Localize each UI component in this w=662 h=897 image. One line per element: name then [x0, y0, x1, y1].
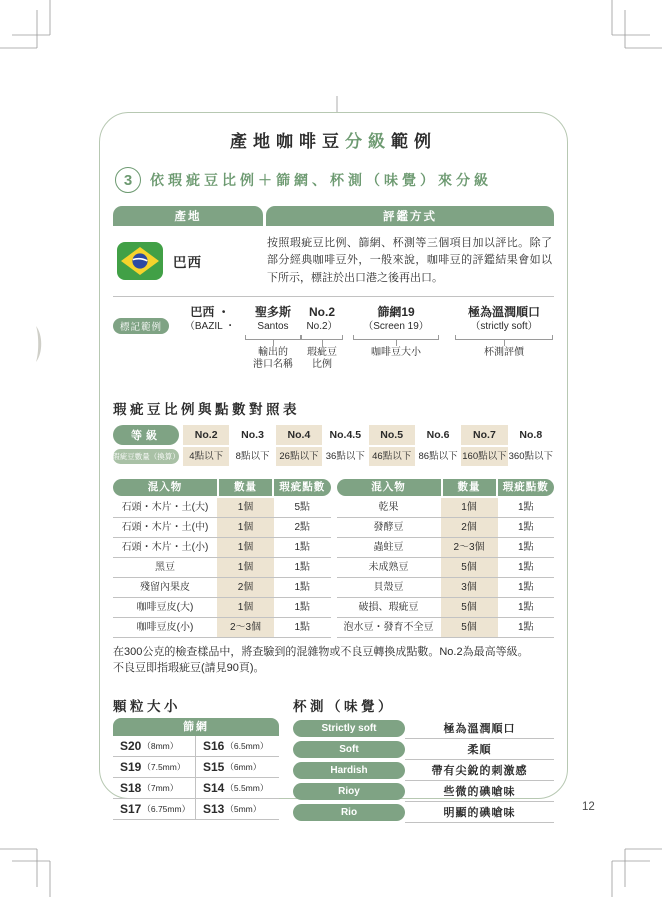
mixin-name: 石頭・木片・土(大) — [121, 502, 209, 514]
cupping-title: 杯測（味覺） — [293, 699, 395, 715]
marking-group-defect-ratio — [301, 305, 343, 371]
mixin-table-left — [113, 479, 331, 638]
grade-cell: No.5 — [369, 425, 415, 445]
sieve-cell — [196, 757, 279, 777]
bracket-tick — [273, 340, 274, 346]
table-row — [293, 802, 554, 823]
table-row — [337, 618, 555, 638]
marking-label — [455, 347, 553, 359]
table-row — [337, 518, 555, 538]
mixin-points: 1點 — [294, 602, 311, 614]
mixin-points: 1點 — [294, 562, 311, 574]
grade-table-title: 瑕疵豆比例與點數對照表 — [113, 402, 300, 418]
marking-top-text: 極為溫潤順口 — [467, 305, 540, 320]
mixin-qty: 1個 — [217, 498, 274, 517]
mixin-header-points: 瑕疵點數 — [498, 479, 555, 496]
marking-label-line: 咖啡豆大小 — [371, 347, 421, 359]
table-row — [337, 598, 555, 618]
mixin-qty: 1個 — [217, 518, 274, 537]
marking-group-cupping — [455, 305, 553, 371]
table-row — [337, 558, 555, 578]
sieve-cell — [196, 778, 279, 798]
table-row — [293, 760, 554, 781]
marking-label-line: 輸出的 — [258, 347, 288, 359]
table-row — [113, 498, 331, 518]
mixin-points: 1點 — [517, 542, 534, 554]
points-cell: 26點以下 — [276, 447, 322, 466]
mixin-points: 1點 — [294, 582, 311, 594]
marking-label-line: 瑕疵豆 — [307, 347, 337, 359]
sieve-rows — [113, 736, 279, 820]
marking-label-line: 杯測評價 — [484, 347, 524, 359]
sieve-code: S17 — [120, 802, 142, 817]
mixin-points: 1點 — [517, 502, 534, 514]
table-row — [113, 558, 331, 578]
mixin-table-rows — [113, 498, 331, 638]
sieve-cell — [113, 799, 196, 819]
cupping-rows — [293, 718, 554, 823]
cupping-grade-pill: Strictly soft — [293, 720, 405, 737]
sieve-size: （5.5mm） — [225, 783, 269, 794]
marking-top-text: 篩網19 — [377, 305, 415, 320]
mixin-table-header — [337, 479, 555, 496]
points-row-label: 瑕疵豆數量（換算） — [113, 449, 179, 464]
mixin-qty: 5個 — [441, 618, 498, 637]
mixin-name: 貝殼豆 — [373, 582, 404, 594]
marking-example — [113, 305, 554, 371]
mixin-header-name: 混入物 — [337, 479, 441, 496]
mixin-name: 泡水豆・發育不全豆 — [343, 622, 434, 634]
grain-size-block — [113, 695, 279, 823]
mixin-qty: 5個 — [441, 598, 498, 617]
table-row — [337, 538, 555, 558]
sieve-code: S15 — [203, 760, 225, 775]
sieve-size: （6.75mm） — [142, 804, 191, 815]
mixin-name: 蟲蛀豆 — [373, 542, 404, 554]
marking-top-text: 聖多斯 — [254, 305, 291, 320]
marking-bottom-text: No.2） — [306, 321, 338, 333]
points-cells — [183, 447, 554, 466]
mixin-points: 1點 — [517, 582, 534, 594]
marking-group-country — [175, 305, 245, 371]
grade-row — [113, 425, 554, 445]
origin-table — [113, 206, 554, 297]
sieve-cell — [113, 778, 196, 798]
grade-cell: No.3 — [241, 429, 264, 442]
origin-table-header — [113, 206, 554, 226]
table-row — [113, 778, 279, 799]
cupping-block — [293, 695, 554, 823]
mixin-tables — [113, 479, 554, 638]
marking-group-port — [245, 305, 301, 371]
table-row — [113, 598, 331, 618]
marking-top-text: No.2 — [308, 305, 335, 320]
table-row — [293, 718, 554, 739]
marking-bottom-text: （BAZIL ・ — [184, 321, 236, 333]
brazil-flag-icon — [117, 242, 163, 280]
grade-cell: No.7 — [461, 425, 507, 445]
sieve-header: 篩網 — [113, 718, 279, 736]
cupping-description: 些微的碘嗆味 — [405, 781, 554, 802]
marking-bottom-text: Santos — [257, 321, 289, 333]
mixin-header-qty: 數量 — [217, 479, 274, 496]
mixin-table-right — [337, 479, 555, 638]
section-heading-text: 依瑕疵豆比例＋篩網、杯測（味覺）來分級 — [150, 172, 492, 188]
mixin-header-name: 混入物 — [113, 479, 217, 496]
sieve-code: S16 — [203, 739, 225, 754]
table-row — [113, 799, 279, 820]
mixin-points: 2點 — [294, 522, 311, 534]
cupping-description: 柔順 — [405, 739, 554, 760]
origin-table-row — [113, 226, 554, 297]
mixin-qty: 1個 — [217, 598, 274, 617]
section-heading — [113, 167, 554, 193]
mixin-qty: 1個 — [217, 538, 274, 557]
note-line: 不良豆即指瑕疵豆(請見90頁)。 — [113, 662, 265, 675]
origin-name: 巴西 — [173, 254, 202, 270]
mixin-points: 1點 — [294, 622, 311, 634]
marking-label — [301, 347, 343, 371]
points-cell: 86點以下 — [418, 451, 458, 463]
mixin-points: 1點 — [517, 622, 534, 634]
method-column-header: 評鑑方式 — [266, 206, 554, 226]
bracket-tick — [396, 340, 397, 346]
points-cell: 8點以下 — [235, 451, 270, 463]
mixin-points: 1點 — [517, 522, 534, 534]
mixin-header-qty: 數量 — [441, 479, 498, 496]
sieve-size: （6.5mm） — [225, 741, 269, 752]
marking-label — [245, 347, 301, 371]
section-number-badge: 3 — [115, 167, 141, 193]
origin-column-header: 產地 — [113, 206, 263, 226]
origin-cell — [113, 234, 263, 287]
mixin-table-rows — [337, 498, 555, 638]
grade-cells — [183, 425, 554, 445]
mixin-points: 5點 — [294, 502, 311, 514]
grade-cell: No.8 — [519, 429, 543, 442]
page-number: 12 — [582, 801, 595, 813]
table-row — [113, 578, 331, 598]
marking-label-line: 比例 — [312, 359, 332, 371]
page-title-highlight: 分級 — [345, 132, 391, 151]
marking-bottom-text: （Screen 19） — [363, 321, 429, 333]
cupping-grade-pill: Hardish — [293, 762, 405, 779]
content-card — [99, 112, 568, 820]
page-title-part1: 產地咖啡豆 — [230, 132, 345, 151]
cupping-description: 帶有尖銳的刺激感 — [405, 760, 554, 781]
mixin-name: 乾果 — [378, 502, 399, 514]
mixin-name: 殘留內果皮 — [140, 582, 190, 594]
grade-table — [113, 425, 554, 466]
sieve-cell — [113, 736, 196, 756]
sieve-code: S19 — [120, 760, 142, 775]
mixin-points: 1點 — [294, 542, 311, 554]
sieve-size: （6mm） — [225, 762, 262, 773]
table-row — [113, 518, 331, 538]
mixin-name: 破損、瑕疵豆 — [358, 602, 419, 614]
mixin-qty: 1個 — [441, 498, 498, 517]
table-row — [113, 618, 331, 638]
mixin-name: 咖啡豆皮(小) — [136, 622, 194, 634]
points-cell: 360點以下 — [508, 451, 553, 463]
grade-cell: No.4 — [276, 425, 322, 445]
mixin-points: 1點 — [517, 602, 534, 614]
sieve-size: （7mm） — [142, 783, 179, 794]
mixin-qty: 2～3個 — [441, 538, 498, 557]
mixin-name: 黑豆 — [155, 562, 175, 574]
table-row — [337, 498, 555, 518]
table-row — [113, 736, 279, 757]
cupping-grade-pill: Soft — [293, 741, 405, 758]
table-row — [293, 739, 554, 760]
mixin-name: 發酵豆 — [373, 522, 404, 534]
mixin-table-header — [113, 479, 331, 496]
grade-row-label: 等級 — [113, 425, 179, 445]
points-cell: 4點以下 — [183, 447, 229, 466]
bracket-tick — [504, 340, 505, 346]
marking-example-badge: 標記範例 — [113, 318, 169, 334]
mixin-qty: 2個 — [441, 518, 498, 537]
sieve-code: S20 — [120, 739, 142, 754]
bottom-section — [113, 695, 554, 823]
sieve-size: （8mm） — [142, 741, 179, 752]
cupping-grade-pill: Rioy — [293, 783, 405, 800]
evaluation-description: 按照瑕疵豆比例、篩網、杯測等三個項目加以評比。除了部分經典咖啡豆外，一般來說，咖啡豆的評鑑結果會如以下所示，標註於出口港之後再出口。 — [267, 237, 552, 284]
grade-cell: No.2 — [183, 425, 229, 445]
sieve-code: S18 — [120, 781, 142, 796]
page-title-part2: 範例 — [391, 132, 437, 151]
marking-label-line: 港口名稱 — [253, 359, 293, 371]
sieve-cell — [196, 736, 279, 756]
mixin-header-points: 瑕疵點數 — [274, 479, 331, 496]
page-title — [113, 127, 554, 152]
mixin-qty: 5個 — [441, 558, 498, 577]
table-row — [113, 757, 279, 778]
note-line: 在300公克的檢查樣品中，將查驗到的混雜物或不良豆轉換成點數。No.2為最高等級。 — [113, 646, 529, 659]
mixin-name: 石頭・木片・土(中) — [121, 522, 209, 534]
grain-size-title: 顆粒大小 — [113, 699, 181, 715]
sieve-code: S14 — [203, 781, 225, 796]
marking-bottom-text: （strictly soft） — [470, 321, 538, 333]
mixin-qty: 2～3個 — [217, 618, 274, 637]
table-row — [113, 538, 331, 558]
marking-example-diagram — [175, 305, 553, 371]
mixin-qty: 2個 — [217, 578, 274, 597]
sieve-code: S13 — [203, 802, 225, 817]
table-row — [293, 781, 554, 802]
mixin-name: 石頭・木片・土(小) — [121, 542, 209, 554]
marking-label — [353, 347, 439, 359]
note — [113, 644, 554, 676]
points-row — [113, 447, 554, 466]
sieve-size: （7.5mm） — [142, 762, 186, 773]
bracket-tick — [322, 340, 323, 346]
binding-mark — [33, 324, 45, 364]
mixin-name: 未成熟豆 — [368, 562, 409, 574]
grade-cell: No.6 — [426, 429, 450, 442]
mixin-name: 咖啡豆皮(大) — [136, 602, 194, 614]
grade-cell: No.4.5 — [329, 429, 362, 442]
sieve-cell — [196, 799, 279, 819]
mixin-qty: 3個 — [441, 578, 498, 597]
sieve-cell — [113, 757, 196, 777]
cupping-grade-pill: Rio — [293, 804, 405, 821]
sieve-size: （5mm） — [225, 804, 262, 815]
marking-top-text: 巴西 ・ — [190, 305, 230, 320]
mixin-points: 1點 — [517, 562, 534, 574]
points-cell: 46點以下 — [369, 447, 415, 466]
points-cell: 36點以下 — [325, 451, 365, 463]
cupping-description: 極為溫潤順口 — [405, 718, 554, 739]
marking-group-screen — [353, 305, 439, 371]
table-row — [337, 578, 555, 598]
points-cell: 160點以下 — [461, 447, 507, 466]
mixin-qty: 1個 — [217, 558, 274, 577]
cupping-description: 明顯的碘嗆味 — [405, 802, 554, 823]
